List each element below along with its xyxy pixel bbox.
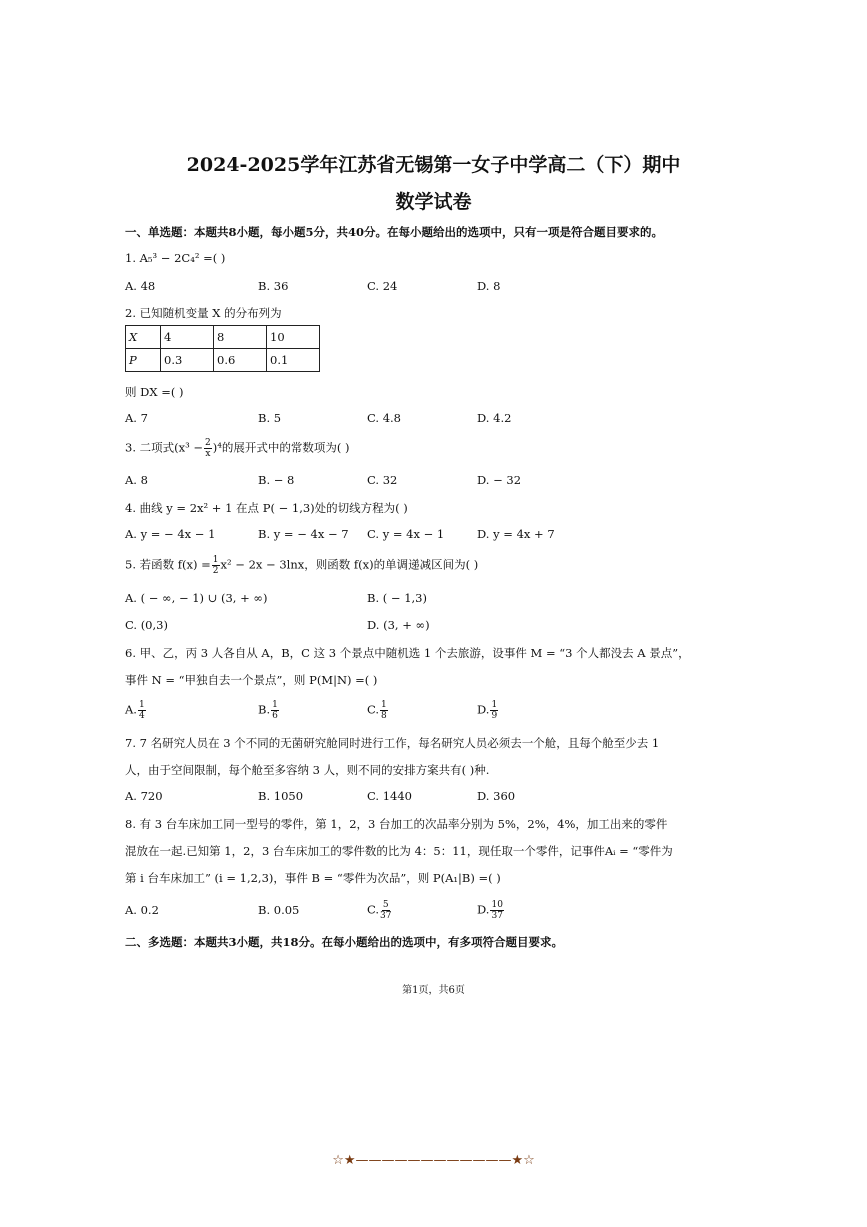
exam-subtitle: 数学试卷 <box>395 191 472 213</box>
q2-option-b: B. 5 <box>258 411 282 425</box>
option-fraction <box>138 700 146 721</box>
q6-option-a <box>125 700 147 721</box>
section-heading-multiple-choice: 二、多选题：本题共3小题，共18分。在每小题给出的选项中，有多项符合题目要求。 <box>125 935 564 949</box>
q4-option-a: A. y = − 4x − 1 <box>125 527 216 541</box>
q7-option-c: C. 1440 <box>367 789 412 803</box>
table-cell: 0.6 <box>214 349 267 372</box>
q4-option-b: B. y = − 4x − 7 <box>258 527 349 541</box>
fraction-denominator: 4 <box>138 711 145 721</box>
q1-option-d: D. 8 <box>477 279 501 293</box>
question-2-ask: 则 DX =( ) <box>125 385 184 399</box>
fraction-denominator: 6 <box>272 711 278 721</box>
table-cell: X <box>126 326 161 349</box>
table-cell: 10 <box>267 326 320 349</box>
q3-option-c: C. 32 <box>367 473 398 487</box>
table-cell: 0.1 <box>267 349 320 372</box>
table-cell: 8 <box>214 326 267 349</box>
option-fraction <box>380 900 391 921</box>
page-footer: 第1页，共6页 <box>402 985 465 996</box>
q8-option-a: A. 0.2 <box>125 903 159 917</box>
q5-option-a: A. ( − ∞, − 1) ∪ (3, + ∞) <box>125 591 268 605</box>
q4-option-c: C. y = 4x − 1 <box>367 527 445 541</box>
fraction-numerator: 5 <box>382 900 389 910</box>
q8-option-b: B. 0.05 <box>258 903 300 917</box>
fraction-denominator: x <box>205 449 211 459</box>
question-4-stem: 4. 曲线 y = 2x² + 1 在点 P( − 1,3)处的切线方程为( ) <box>125 501 408 515</box>
q2-option-d: D. 4.2 <box>477 411 512 425</box>
q3-option-a: A. 8 <box>125 473 148 487</box>
option-fraction <box>271 700 279 721</box>
q5-stem-post: x² − 2x − 3lnx，则函数 f(x)的单调递减区间为( ) <box>220 557 479 572</box>
q2-option-a: A. 7 <box>125 411 148 425</box>
section-heading-single-choice: 一、单选题：本题共8小题，每小题5分，共40分。在每小题给出的选项中，只有一项是符合题目要求的。 <box>125 225 664 239</box>
q3-stem-pre: 3. 二项式(x³ − <box>125 440 204 455</box>
question-8-line-2: 混放在一起.已知第 1，2，3 台车床加工的零件数的比为 4：5：11，现任取一个零件，记事件Aᵢ = “零件为 <box>125 844 673 858</box>
q1-option-c: C. 24 <box>367 279 398 293</box>
question-6-line-1: 6. 甲、乙，丙 3 人各自从 A，B，C 这 3 个景点中随机选 1 个去旅游，设事件 M = “3 个人都没去 A 景点”， <box>125 646 690 660</box>
q5-option-b: B. ( − 1,3) <box>367 591 427 605</box>
question-7-line-2: 人，由于空间限制，每个舱至多容纳 3 人，则不同的安排方案共有( )种. <box>125 763 490 777</box>
fraction-numerator: 1 <box>491 700 498 710</box>
fraction-denominator: 37 <box>491 911 503 921</box>
option-label: B. <box>258 702 271 717</box>
q2-option-c: C. 4.8 <box>367 411 401 425</box>
option-label: C. <box>367 902 380 917</box>
q3-option-d: D. − 32 <box>477 473 522 487</box>
q6-option-c <box>367 700 389 721</box>
q7-option-b: B. 1050 <box>258 789 304 803</box>
q7-option-d: D. 360 <box>477 789 516 803</box>
table-cell: 0.3 <box>161 349 214 372</box>
distribution-table <box>125 325 320 372</box>
option-label: D. <box>477 702 490 717</box>
q5-option-c: C. (0,3) <box>125 618 168 632</box>
q8-option-c <box>367 900 393 921</box>
q6-option-b <box>258 700 280 721</box>
option-label: A. <box>125 702 137 717</box>
option-fraction <box>490 700 498 721</box>
question-7-line-1: 7. 7 名研究人员在 3 个不同的无菌研究舱同时进行工作，每名研究人员必须去一个舱，且每个舱至少去 1 <box>125 736 660 750</box>
fraction-numerator: 1 <box>138 700 145 710</box>
fraction-numerator: 10 <box>491 900 503 910</box>
q3-option-b: B. − 8 <box>258 473 295 487</box>
q3-stem-post: )⁴的展开式中的常数项为( ) <box>212 440 350 455</box>
exam-title: 2024-2025学年江苏省无锡第一女子中学高二（下）期中 <box>186 154 681 176</box>
fraction-denominator: 2 <box>212 566 219 576</box>
question-6-line-2: 事件 N = “甲独自去一个景点”，则 P(M|N) =( ) <box>125 673 378 687</box>
q7-option-a: A. 720 <box>125 789 163 803</box>
question-2-stem: 2. 已知随机变量 X 的分布列为 <box>125 306 282 320</box>
table-row <box>126 326 320 349</box>
fraction-numerator: 1 <box>381 700 387 710</box>
option-label: D. <box>477 902 490 917</box>
table-cell: P <box>126 349 161 372</box>
question-1-stem: 1. A₅³ − 2C₄² =( ) <box>125 251 226 265</box>
q1-option-a: A. 48 <box>125 279 156 293</box>
table-row <box>126 349 320 372</box>
q5-stem-pre: 5. 若函数 f(x) = <box>125 557 211 572</box>
fraction-denominator: 37 <box>380 911 392 921</box>
option-fraction <box>380 700 388 721</box>
fraction-denominator: 8 <box>381 711 387 721</box>
fraction-numerator: 1 <box>212 555 219 565</box>
fraction-numerator: 2 <box>205 438 211 448</box>
fraction-denominator: 9 <box>491 711 498 721</box>
q8-option-d <box>477 900 505 921</box>
q3-fraction <box>204 438 212 459</box>
q1-option-b: B. 36 <box>258 279 289 293</box>
option-label: C. <box>367 702 380 717</box>
q6-option-d <box>477 700 499 721</box>
q5-fraction <box>212 555 220 576</box>
q4-option-d: D. y = 4x + 7 <box>477 527 555 541</box>
table-cell: 4 <box>161 326 214 349</box>
question-5-stem <box>125 555 478 576</box>
q5-option-d: D. (3, + ∞) <box>367 618 430 632</box>
question-8-line-1: 8. 有 3 台车床加工同一型号的零件，第 1，2，3 台加工的次品率分别为 5%，2%，4%，加工出来的零件 <box>125 817 668 831</box>
star-divider: ☆★————————————★☆ <box>332 1153 535 1168</box>
question-3-stem <box>125 438 349 459</box>
fraction-numerator: 1 <box>272 700 278 710</box>
option-fraction <box>490 900 503 921</box>
question-8-line-3: 第 i 台车床加工” (i = 1,2,3)，事件 B = “零件为次品”，则 P(A₁|B) =( ) <box>125 871 501 885</box>
